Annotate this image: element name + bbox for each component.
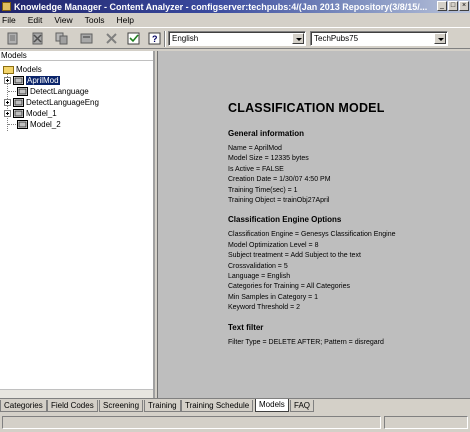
module-tab-bar (0, 398, 470, 412)
help-icon (148, 32, 161, 45)
copy-button[interactable] (53, 31, 69, 46)
menu-file[interactable]: File (2, 14, 16, 25)
tree-item-label: Model_2 (30, 120, 61, 129)
window-title: Knowledge Manager - Content Analyzer - configserver:techpubs:4/(Jan 2013 Repository(3/8/15/... (14, 1, 428, 12)
help-button[interactable] (146, 31, 162, 46)
status-cell-main (2, 416, 381, 429)
section-heading: General information (228, 129, 305, 138)
report-line: Keyword Threshold = 2 (228, 304, 301, 312)
close-x-icon (105, 32, 118, 45)
section-heading: Classification Engine Options (228, 215, 342, 225)
model-icon (13, 98, 24, 107)
status-bar (0, 412, 470, 432)
tab-field-codes[interactable] (47, 400, 98, 412)
maximize-button[interactable]: □ (448, 1, 458, 11)
tab-label: Training (148, 401, 177, 410)
text-filter-section (228, 323, 468, 348)
remove-button[interactable] (103, 31, 119, 46)
report-page (157, 51, 470, 398)
delete-icon (31, 32, 44, 45)
tree-item-detectlanguageeng[interactable] (4, 97, 99, 108)
tree-item-label: DetectLanguage (30, 87, 89, 96)
toolbar (0, 27, 470, 49)
expand-icon[interactable] (4, 77, 11, 84)
report-line: Language = English (228, 273, 291, 281)
title-bar (0, 0, 470, 13)
tree-item-model1[interactable] (4, 108, 57, 119)
report-line: Filter Type = DELETE AFTER; Pattern = disregard (228, 338, 384, 346)
report-line: Crossvalidation = 5 (228, 262, 288, 270)
expand-icon[interactable] (4, 99, 11, 106)
tab-categories[interactable] (0, 400, 47, 412)
report-line: Creation Date = 1/30/07 4:50 PM (228, 176, 331, 184)
properties-icon (80, 32, 93, 45)
report-line: Model Optimization Level = 8 (228, 241, 319, 249)
tab-label: Training Schedule (185, 401, 250, 410)
tree-item-label: DetectLanguageEng (26, 98, 99, 107)
engine-options-section (228, 215, 468, 313)
window-controls (437, 1, 469, 11)
tab-faq[interactable] (290, 400, 314, 412)
menu-edit[interactable]: Edit (27, 14, 43, 25)
tree-horizontal-scrollbar[interactable] (0, 389, 153, 398)
report-line: Training Object = trainObj27April (228, 197, 330, 205)
tab-label: Screening (103, 401, 140, 410)
toolbar-separator (164, 31, 166, 47)
model-icon (13, 109, 24, 118)
tree-root[interactable] (3, 64, 42, 75)
classification-report (228, 101, 468, 357)
tab-training[interactable] (144, 400, 181, 412)
tree-item-aprilmod[interactable] (4, 75, 60, 86)
tenant-value: TechPubs75 (314, 34, 359, 43)
model-icon (17, 120, 28, 129)
menu-help[interactable]: Help (116, 14, 134, 25)
tab-models[interactable] (255, 399, 289, 412)
model-icon (13, 76, 24, 85)
app-icon (2, 2, 11, 11)
report-line: Min Samples in Category = 1 (228, 293, 319, 301)
properties-button[interactable] (78, 31, 94, 46)
tab-screening[interactable] (99, 400, 143, 412)
tree-item-label: AprilMod (27, 76, 59, 85)
svg-text:?: ? (151, 34, 157, 44)
section-heading: Text filter (228, 322, 264, 332)
report-panel (157, 51, 470, 398)
menu-view[interactable]: View (54, 14, 73, 25)
chevron-down-icon[interactable] (292, 33, 304, 44)
report-line: Categories for Training = All Categories (228, 283, 350, 291)
tree-item-label: Model_1 (26, 109, 57, 118)
report-title: CLASSIFICATION MODEL (228, 101, 385, 115)
tab-label: FAQ (294, 401, 311, 410)
tenant-select[interactable] (310, 31, 448, 46)
report-line: Is Active = FALSE (228, 165, 284, 173)
language-select[interactable] (168, 31, 306, 46)
menu-tools[interactable]: Tools (84, 14, 105, 25)
check-icon (127, 32, 140, 45)
tab-label: Categories (4, 401, 43, 410)
model-icon (17, 87, 28, 96)
delete-button[interactable] (29, 31, 45, 46)
report-line: Training Time(sec) = 1 (228, 186, 298, 194)
tree-item-detectlanguage[interactable] (17, 86, 89, 97)
tree-connector (8, 124, 16, 125)
tab-label: Field Codes (51, 401, 94, 410)
tree-header: Models (0, 51, 153, 61)
check-button[interactable] (125, 31, 141, 46)
tab-training-schedule[interactable] (181, 400, 253, 412)
new-button[interactable] (4, 31, 20, 46)
report-line: Name = AprilMod (228, 145, 282, 152)
expand-icon[interactable] (4, 110, 11, 117)
copy-icon (55, 32, 68, 45)
report-line: Model Size = 12335 bytes (228, 155, 309, 163)
minimize-button[interactable]: _ (437, 1, 447, 11)
menu-bar (0, 13, 470, 26)
report-line: Classification Engine = Genesys Classification Engine (228, 231, 396, 239)
tree-item-model2[interactable] (17, 119, 61, 130)
folder-icon (3, 66, 14, 74)
close-button[interactable]: × (459, 1, 469, 11)
tree-root-label: Models (16, 65, 42, 74)
general-information-section (228, 129, 468, 206)
new-icon (6, 32, 19, 45)
chevron-down-icon[interactable] (434, 33, 446, 44)
status-cell-secondary (384, 416, 468, 429)
tree-connector (8, 91, 16, 92)
language-value: English (172, 34, 199, 43)
tab-label: Models (259, 400, 285, 409)
models-tree-panel (0, 51, 155, 398)
report-line: Subject treatment = Add Subject to the text (228, 252, 361, 260)
